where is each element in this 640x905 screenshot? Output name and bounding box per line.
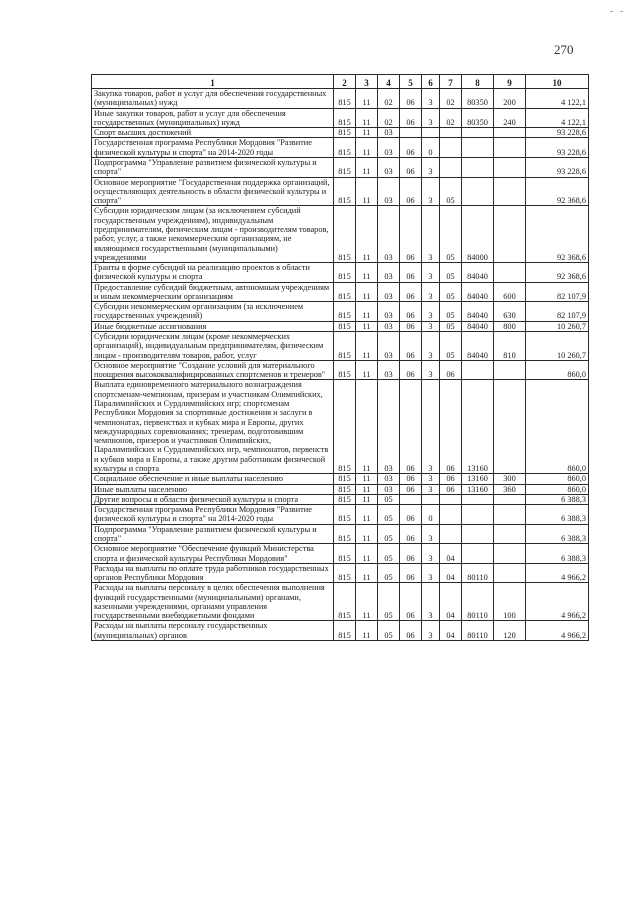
- admin-code-cell: 815: [334, 108, 356, 128]
- row-name-cell: Расходы на выплаты персоналу в целях обеспечения выполнения функций государственными (муниципальными) органами, казенными учреждениями, органами управления государственными внебюджетными фондами: [92, 583, 334, 621]
- amount-cell: 92 368,6: [526, 206, 589, 263]
- activity-code-cell: 05: [440, 332, 462, 361]
- subsection-code-cell: 03: [378, 263, 400, 283]
- subsection-code-cell: 03: [378, 484, 400, 494]
- direction-code-cell: 84040: [462, 321, 494, 331]
- table-row: [92, 563, 589, 583]
- subsection-code-cell: 03: [378, 332, 400, 361]
- activity-code-cell: [440, 494, 462, 504]
- activity-code-cell: [440, 128, 462, 138]
- subprogram-code-cell: 3: [422, 157, 440, 177]
- section-code-cell: 11: [356, 263, 378, 283]
- amount-cell: 10 260,7: [526, 321, 589, 331]
- activity-code-cell: [440, 157, 462, 177]
- row-name-cell: Закупка товаров, работ и услуг для обеспечения государственных (муниципальных) нужд: [92, 89, 334, 109]
- program-code-cell: 06: [400, 138, 422, 158]
- subsection-code-cell: 02: [378, 108, 400, 128]
- direction-code-cell: 84040: [462, 263, 494, 283]
- subprogram-code-cell: 3: [422, 583, 440, 621]
- admin-code-cell: 815: [334, 474, 356, 484]
- table-row: [92, 206, 589, 263]
- amount-cell: 93 228,6: [526, 157, 589, 177]
- expense-type-cell: [494, 524, 526, 544]
- section-code-cell: 11: [356, 108, 378, 128]
- section-code-cell: 11: [356, 282, 378, 302]
- table-row: [92, 621, 589, 641]
- admin-code-cell: 815: [334, 263, 356, 283]
- admin-code-cell: 815: [334, 177, 356, 206]
- row-name-cell: Иные выплаты населению: [92, 484, 334, 494]
- table-row: [92, 494, 589, 504]
- table-row: [92, 544, 589, 564]
- direction-code-cell: [462, 505, 494, 525]
- admin-code-cell: 815: [334, 128, 356, 138]
- direction-code-cell: 13160: [462, 474, 494, 484]
- subprogram-code-cell: 3: [422, 474, 440, 484]
- program-code-cell: [400, 494, 422, 504]
- row-name-cell: Государственная программа Республики Мордовия "Развитие физической культуры и спорта" на 2014-2020 годы: [92, 138, 334, 158]
- direction-code-cell: [462, 544, 494, 564]
- section-code-cell: 11: [356, 524, 378, 544]
- row-name-cell: Гранты в форме субсидий на реализацию проектов в области физической культуры и спорта: [92, 263, 334, 283]
- program-code-cell: 06: [400, 484, 422, 494]
- subsection-code-cell: 05: [378, 544, 400, 564]
- subsection-code-cell: 03: [378, 302, 400, 322]
- table-row: [92, 583, 589, 621]
- amount-cell: 92 368,6: [526, 177, 589, 206]
- row-name-cell: Субсидии некоммерческим организациям (за исключением государственных учреждений): [92, 302, 334, 322]
- expense-type-cell: [494, 494, 526, 504]
- subsection-code-cell: 03: [378, 206, 400, 263]
- section-code-cell: 11: [356, 177, 378, 206]
- direction-code-cell: [462, 128, 494, 138]
- amount-cell: 93 228,6: [526, 128, 589, 138]
- amount-cell: 860,0: [526, 474, 589, 484]
- program-code-cell: 06: [400, 89, 422, 109]
- expense-type-cell: 200: [494, 89, 526, 109]
- admin-code-cell: 815: [334, 282, 356, 302]
- direction-code-cell: 80110: [462, 621, 494, 641]
- section-code-cell: 11: [356, 380, 378, 474]
- row-name-cell: Государственная программа Республики Мордовия "Развитие физической культуры и спорта" на 2014-2020 годы: [92, 505, 334, 525]
- subsection-code-cell: 03: [378, 380, 400, 474]
- subprogram-code-cell: 3: [422, 177, 440, 206]
- header-col-9: 9: [494, 75, 526, 89]
- row-name-cell: Подпрограмма "Управление развитием физической культуры и спорта": [92, 524, 334, 544]
- subprogram-code-cell: 3: [422, 282, 440, 302]
- direction-code-cell: 84000: [462, 206, 494, 263]
- section-code-cell: 11: [356, 621, 378, 641]
- amount-cell: 82 107,9: [526, 282, 589, 302]
- program-code-cell: 06: [400, 380, 422, 474]
- program-code-cell: 06: [400, 206, 422, 263]
- expense-type-cell: 360: [494, 484, 526, 494]
- table-row: [92, 263, 589, 283]
- activity-code-cell: [440, 524, 462, 544]
- row-name-cell: Расходы на выплаты по оплате труда работников государственных органов Республики Мордовия: [92, 563, 334, 583]
- budget-expenditure-table: [91, 74, 589, 641]
- amount-cell: 6 388,3: [526, 505, 589, 525]
- subprogram-code-cell: 3: [422, 484, 440, 494]
- row-name-cell: Основное мероприятие "Государственная поддержка организаций, осуществляющих деятельность в области физической культуры и спорта": [92, 177, 334, 206]
- admin-code-cell: 815: [334, 360, 356, 380]
- activity-code-cell: 05: [440, 282, 462, 302]
- amount-cell: 93 228,6: [526, 138, 589, 158]
- activity-code-cell: [440, 505, 462, 525]
- expense-type-cell: [494, 128, 526, 138]
- section-code-cell: 11: [356, 505, 378, 525]
- subprogram-code-cell: 3: [422, 360, 440, 380]
- table-row: [92, 177, 589, 206]
- section-code-cell: 11: [356, 360, 378, 380]
- direction-code-cell: 84040: [462, 332, 494, 361]
- table-row: [92, 89, 589, 109]
- admin-code-cell: 815: [334, 332, 356, 361]
- subprogram-code-cell: 0: [422, 138, 440, 158]
- subprogram-code-cell: 3: [422, 302, 440, 322]
- table-row: [92, 484, 589, 494]
- amount-cell: 860,0: [526, 484, 589, 494]
- row-name-cell: Расходы на выплаты персоналу государственных (муниципальных) органов: [92, 621, 334, 641]
- program-code-cell: [400, 128, 422, 138]
- amount-cell: 4 122,1: [526, 89, 589, 109]
- subsection-code-cell: 05: [378, 505, 400, 525]
- expense-type-cell: [494, 544, 526, 564]
- direction-code-cell: 84040: [462, 282, 494, 302]
- row-name-cell: Выплата единовременного материального вознаграждения спортсменам-чемпионам, призерам и участникам Олимпийских, Паралимпийских и Сурдлимпийских игр; спортсменам Республики Мордовия за спортивные достижения и заслуги в чемпионатах, первенствах и кубках мира и Европы, других международных соревнованиях; тренерам, подготовившим чемпионов, призеров и участников Олимпийских, Паралимпийских и Сурдлимпийских игр, чемпионатов, первенств и кубков мира и Европы, а также другим работникам физической культуры и спорта: [92, 380, 334, 474]
- section-code-cell: 11: [356, 302, 378, 322]
- expense-type-cell: [494, 177, 526, 206]
- header-col-10: 10: [526, 75, 589, 89]
- expense-type-cell: 600: [494, 282, 526, 302]
- activity-code-cell: 05: [440, 206, 462, 263]
- amount-cell: 82 107,9: [526, 302, 589, 322]
- program-code-cell: 06: [400, 505, 422, 525]
- amount-cell: 860,0: [526, 360, 589, 380]
- activity-code-cell: 02: [440, 89, 462, 109]
- activity-code-cell: 05: [440, 263, 462, 283]
- admin-code-cell: 815: [334, 302, 356, 322]
- header-col-4: 4: [378, 75, 400, 89]
- table-row: [92, 157, 589, 177]
- table-row: [92, 505, 589, 525]
- activity-code-cell: 04: [440, 544, 462, 564]
- admin-code-cell: 815: [334, 157, 356, 177]
- subprogram-code-cell: [422, 128, 440, 138]
- admin-code-cell: 815: [334, 380, 356, 474]
- admin-code-cell: 815: [334, 206, 356, 263]
- expense-type-cell: [494, 157, 526, 177]
- activity-code-cell: 04: [440, 563, 462, 583]
- amount-cell: 4 966,2: [526, 563, 589, 583]
- expense-type-cell: 240: [494, 108, 526, 128]
- program-code-cell: 06: [400, 108, 422, 128]
- expense-type-cell: [494, 380, 526, 474]
- section-code-cell: 11: [356, 474, 378, 484]
- section-code-cell: 11: [356, 138, 378, 158]
- direction-code-cell: [462, 138, 494, 158]
- program-code-cell: 06: [400, 321, 422, 331]
- expense-type-cell: 810: [494, 332, 526, 361]
- program-code-cell: 06: [400, 177, 422, 206]
- header-col-6: 6: [422, 75, 440, 89]
- table-row: [92, 138, 589, 158]
- table-row: [92, 302, 589, 322]
- direction-code-cell: [462, 157, 494, 177]
- direction-code-cell: 80350: [462, 89, 494, 109]
- activity-code-cell: 06: [440, 380, 462, 474]
- admin-code-cell: 815: [334, 484, 356, 494]
- program-code-cell: 06: [400, 282, 422, 302]
- subsection-code-cell: 05: [378, 621, 400, 641]
- subprogram-code-cell: 3: [422, 380, 440, 474]
- subsection-code-cell: 02: [378, 89, 400, 109]
- row-name-cell: Иные бюджетные ассигнования: [92, 321, 334, 331]
- section-code-cell: 11: [356, 321, 378, 331]
- program-code-cell: 06: [400, 263, 422, 283]
- subsection-code-cell: 05: [378, 524, 400, 544]
- section-code-cell: 11: [356, 583, 378, 621]
- row-name-cell: Субсидии юридическим лицам (за исключением субсидий государственным учреждениям), индивидуальным предпринимателям, физическим лицам - производителям товаров, работ, услуг, а также некоммерческим организациям, не являющимся государственными (муниципальными) учреждениями: [92, 206, 334, 263]
- subsection-code-cell: 03: [378, 321, 400, 331]
- program-code-cell: 06: [400, 360, 422, 380]
- page-number: 270: [554, 42, 574, 57]
- subsection-code-cell: 03: [378, 177, 400, 206]
- subprogram-code-cell: 3: [422, 332, 440, 361]
- program-code-cell: 06: [400, 302, 422, 322]
- table-row: [92, 474, 589, 484]
- amount-cell: 92 368,6: [526, 263, 589, 283]
- section-code-cell: 11: [356, 544, 378, 564]
- expense-type-cell: 100: [494, 583, 526, 621]
- header-col-3: 3: [356, 75, 378, 89]
- table-row: [92, 128, 589, 138]
- amount-cell: 6 388,3: [526, 524, 589, 544]
- header-col-2: 2: [334, 75, 356, 89]
- expense-type-cell: [494, 206, 526, 263]
- table-row: [92, 380, 589, 474]
- expense-type-cell: [494, 138, 526, 158]
- row-name-cell: Основное мероприятие "Создание условий для материального поощрения высококвалифицированных спортсменов и тренеров": [92, 360, 334, 380]
- activity-code-cell: 06: [440, 474, 462, 484]
- admin-code-cell: 815: [334, 505, 356, 525]
- activity-code-cell: 05: [440, 321, 462, 331]
- row-name-cell: Подпрограмма "Управление развитием физической культуры и спорта": [92, 157, 334, 177]
- expense-type-cell: 800: [494, 321, 526, 331]
- amount-cell: 6 388,3: [526, 544, 589, 564]
- subsection-code-cell: 03: [378, 128, 400, 138]
- section-code-cell: 11: [356, 563, 378, 583]
- activity-code-cell: 02: [440, 108, 462, 128]
- table-row: [92, 360, 589, 380]
- direction-code-cell: [462, 177, 494, 206]
- amount-cell: 6 388,3: [526, 494, 589, 504]
- admin-code-cell: 815: [334, 621, 356, 641]
- direction-code-cell: [462, 360, 494, 380]
- subprogram-code-cell: 3: [422, 621, 440, 641]
- row-name-cell: Основное мероприятие "Обеспечение функций Министерства спорта и физической культуры Республики Мордовия": [92, 544, 334, 564]
- header-col-1: 1: [92, 75, 334, 89]
- expense-type-cell: 630: [494, 302, 526, 322]
- row-name-cell: Иные закупки товаров, работ и услуг для обеспечения государственных (муниципальных) нужд: [92, 108, 334, 128]
- expense-type-cell: 300: [494, 474, 526, 484]
- subsection-code-cell: 03: [378, 474, 400, 484]
- section-code-cell: 11: [356, 332, 378, 361]
- expense-type-cell: [494, 263, 526, 283]
- scan-artifact-mark: - -: [610, 6, 626, 17]
- admin-code-cell: 815: [334, 494, 356, 504]
- subprogram-code-cell: 3: [422, 563, 440, 583]
- subsection-code-cell: 05: [378, 494, 400, 504]
- subprogram-code-cell: 3: [422, 89, 440, 109]
- row-name-cell: Спорт высших достижений: [92, 128, 334, 138]
- amount-cell: 4 966,2: [526, 583, 589, 621]
- activity-code-cell: 04: [440, 583, 462, 621]
- expense-type-cell: [494, 505, 526, 525]
- row-name-cell: Субсидии юридическим лицам (кроме некоммерческих организаций), индивидуальным предпринимателям, физическим лицам - производителям товаров, работ, услуг: [92, 332, 334, 361]
- subprogram-code-cell: 3: [422, 108, 440, 128]
- subsection-code-cell: 03: [378, 157, 400, 177]
- table-row: [92, 321, 589, 331]
- direction-code-cell: 80110: [462, 563, 494, 583]
- program-code-cell: 06: [400, 157, 422, 177]
- subprogram-code-cell: 3: [422, 524, 440, 544]
- admin-code-cell: 815: [334, 544, 356, 564]
- header-col-5: 5: [400, 75, 422, 89]
- amount-cell: 4 966,2: [526, 621, 589, 641]
- expense-type-cell: [494, 360, 526, 380]
- direction-code-cell: 80110: [462, 583, 494, 621]
- activity-code-cell: [440, 138, 462, 158]
- direction-code-cell: [462, 524, 494, 544]
- table-row: [92, 524, 589, 544]
- admin-code-cell: 815: [334, 583, 356, 621]
- subprogram-code-cell: 3: [422, 321, 440, 331]
- subprogram-code-cell: 0: [422, 505, 440, 525]
- program-code-cell: 06: [400, 563, 422, 583]
- expense-type-cell: [494, 563, 526, 583]
- subsection-code-cell: 03: [378, 360, 400, 380]
- program-code-cell: 06: [400, 544, 422, 564]
- program-code-cell: 06: [400, 524, 422, 544]
- subsection-code-cell: 03: [378, 282, 400, 302]
- subprogram-code-cell: 3: [422, 263, 440, 283]
- table-row: [92, 282, 589, 302]
- admin-code-cell: 815: [334, 321, 356, 331]
- section-code-cell: 11: [356, 484, 378, 494]
- admin-code-cell: 815: [334, 563, 356, 583]
- direction-code-cell: 84040: [462, 302, 494, 322]
- direction-code-cell: 80350: [462, 108, 494, 128]
- section-code-cell: 11: [356, 157, 378, 177]
- amount-cell: 4 122,1: [526, 108, 589, 128]
- table-row: [92, 108, 589, 128]
- admin-code-cell: 815: [334, 524, 356, 544]
- admin-code-cell: 815: [334, 89, 356, 109]
- program-code-cell: 06: [400, 474, 422, 484]
- activity-code-cell: 05: [440, 302, 462, 322]
- section-code-cell: 11: [356, 128, 378, 138]
- direction-code-cell: 13160: [462, 380, 494, 474]
- table-header-row: [92, 75, 589, 89]
- subsection-code-cell: 03: [378, 138, 400, 158]
- admin-code-cell: 815: [334, 138, 356, 158]
- direction-code-cell: 13160: [462, 484, 494, 494]
- subprogram-code-cell: [422, 494, 440, 504]
- amount-cell: 10 260,7: [526, 332, 589, 361]
- subprogram-code-cell: 3: [422, 206, 440, 263]
- program-code-cell: 06: [400, 621, 422, 641]
- activity-code-cell: 05: [440, 177, 462, 206]
- row-name-cell: Социальное обеспечение и иные выплаты населению: [92, 474, 334, 484]
- row-name-cell: Предоставление субсидий бюджетным, автономным учреждениям и иным некоммерческим организациям: [92, 282, 334, 302]
- program-code-cell: 06: [400, 332, 422, 361]
- header-col-8: 8: [462, 75, 494, 89]
- row-name-cell: Другие вопросы в области физической культуры и спорта: [92, 494, 334, 504]
- table-row: [92, 332, 589, 361]
- amount-cell: 860,0: [526, 380, 589, 474]
- activity-code-cell: 06: [440, 360, 462, 380]
- expense-type-cell: 120: [494, 621, 526, 641]
- direction-code-cell: [462, 494, 494, 504]
- activity-code-cell: 06: [440, 484, 462, 494]
- program-code-cell: 06: [400, 583, 422, 621]
- section-code-cell: 11: [356, 206, 378, 263]
- section-code-cell: 11: [356, 89, 378, 109]
- subprogram-code-cell: 3: [422, 544, 440, 564]
- activity-code-cell: 04: [440, 621, 462, 641]
- table-body: [92, 89, 589, 641]
- subsection-code-cell: 05: [378, 583, 400, 621]
- section-code-cell: 11: [356, 494, 378, 504]
- header-col-7: 7: [440, 75, 462, 89]
- subsection-code-cell: 05: [378, 563, 400, 583]
